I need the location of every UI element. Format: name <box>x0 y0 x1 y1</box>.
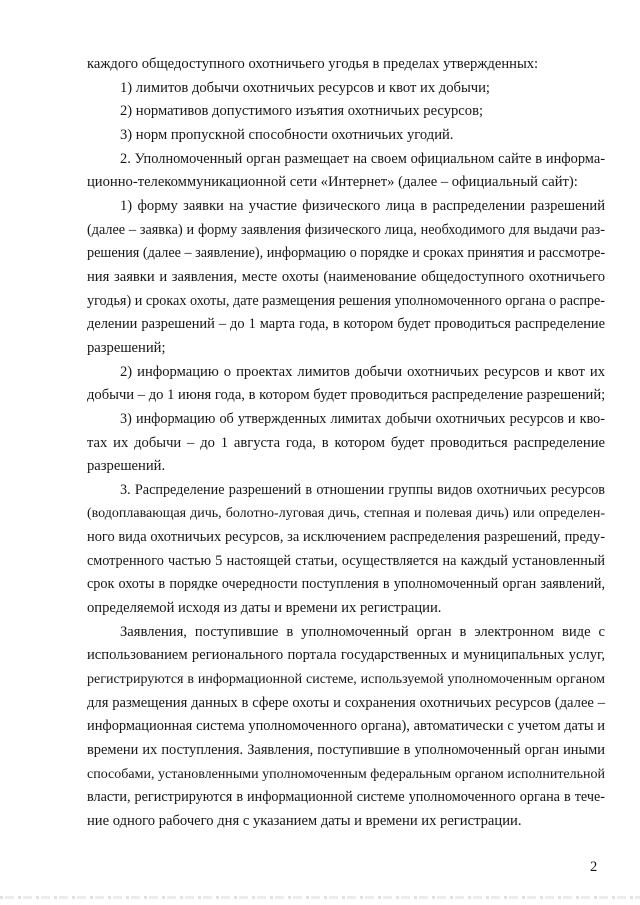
scan-edge-artifact <box>0 896 640 899</box>
text-line: 3) норм пропускной способности охотничьих угодий. <box>120 126 454 143</box>
text-line: разрешений; <box>87 339 166 356</box>
text-line: решения (далее – заявление), информацию о порядке и сроках принятия и рассмотре- <box>87 245 606 262</box>
text-line: 2) нормативов допустимого изъятия охотничьих ресурсов; <box>120 103 484 120</box>
text-line: способами, установленными уполномоченным федеральным органом исполнительной <box>87 766 605 782</box>
text-line: каждого общедоступного охотничьего угодья в пределах утвержденных: <box>87 56 539 72</box>
text-line: срок охоты в порядке очередности поступления в уполномоченный орган заявлений, <box>87 576 605 593</box>
text-line: 3) информацию об утвержденных лимитах добычи охотничьих ресурсов и кво- <box>120 410 605 427</box>
text-line: регистрируются в информационной системе, используемой уполномоченным органом <box>87 672 605 688</box>
page-number: 2 <box>590 859 598 875</box>
text-line: тах их добычи – до 1 августа года, в котором будет проводиться распределение <box>87 434 605 451</box>
document-body <box>87 53 605 834</box>
text-line: ния заявки и заявления, месте охоты (наименование общедоступного охотничьего <box>87 268 605 285</box>
text-line: (далее – заявка) и форму заявления физического лица, необходимого для выдачи раз- <box>87 221 605 238</box>
text-line: определяемой исходя из даты и времени их регистрации. <box>87 600 442 617</box>
text-line: Заявления, поступившие в уполномоченный орган в электронном виде с <box>120 623 605 640</box>
text-line: угодья) и сроках охоты, дате размещения решения уполномоченного органа о распре- <box>87 292 605 309</box>
text-line: смотренного частью 5 настоящей статьи, осуществляется на каждый установленный <box>87 552 605 569</box>
text-line: 2) информацию о проектах лимитов добычи охотничьих ресурсов и квот их <box>120 363 605 380</box>
text-line: 2. Уполномоченный орган размещает на своем официальном сайте в информа- <box>120 150 605 167</box>
text-line: власти, регистрируются в информационной системе уполномоченного органа в тече- <box>87 789 605 806</box>
text-line: информационная система уполномоченного органа), автоматически с учетом даты и <box>87 718 605 735</box>
text-line: 1) форму заявки на участие физического лица в распределении разрешений <box>120 197 605 214</box>
text-line: времени их поступления. Заявления, поступившие в уполномоченный орган иными <box>87 742 605 759</box>
text-line: для размещения данных в сфере охоты и сохранения охотничьих ресурсов (далее – <box>87 694 605 711</box>
text-line: (водоплавающая дичь, болотно-луговая дичь, степная и полевая дичь) или определен- <box>87 506 605 522</box>
text-line: делении разрешений – до 1 марта года, в котором будет проводиться распределение <box>87 316 605 333</box>
text-line: ного вида охотничьих ресурсов, за исключением распределения разрешений, преду- <box>87 529 605 546</box>
text-line: ционно-телекоммуникационной сети «Интернет» (далее – официальный сайт): <box>87 174 578 191</box>
text-line: добычи – до 1 июня года, в котором будет проводиться распределение разрешений; <box>87 387 606 404</box>
text-line: 3. Распределение разрешений в отношении группы видов охотничьих ресурсов <box>120 481 605 498</box>
text-line: разрешений. <box>87 458 166 475</box>
text-line: ние одного рабочего дня с указанием даты и времени их регистрации. <box>87 813 522 829</box>
text-line: 1) лимитов добычи охотничьих ресурсов и квот их добычи; <box>120 79 490 96</box>
text-line: использованием регионального портала государственных и муниципальных услуг, <box>87 647 605 664</box>
